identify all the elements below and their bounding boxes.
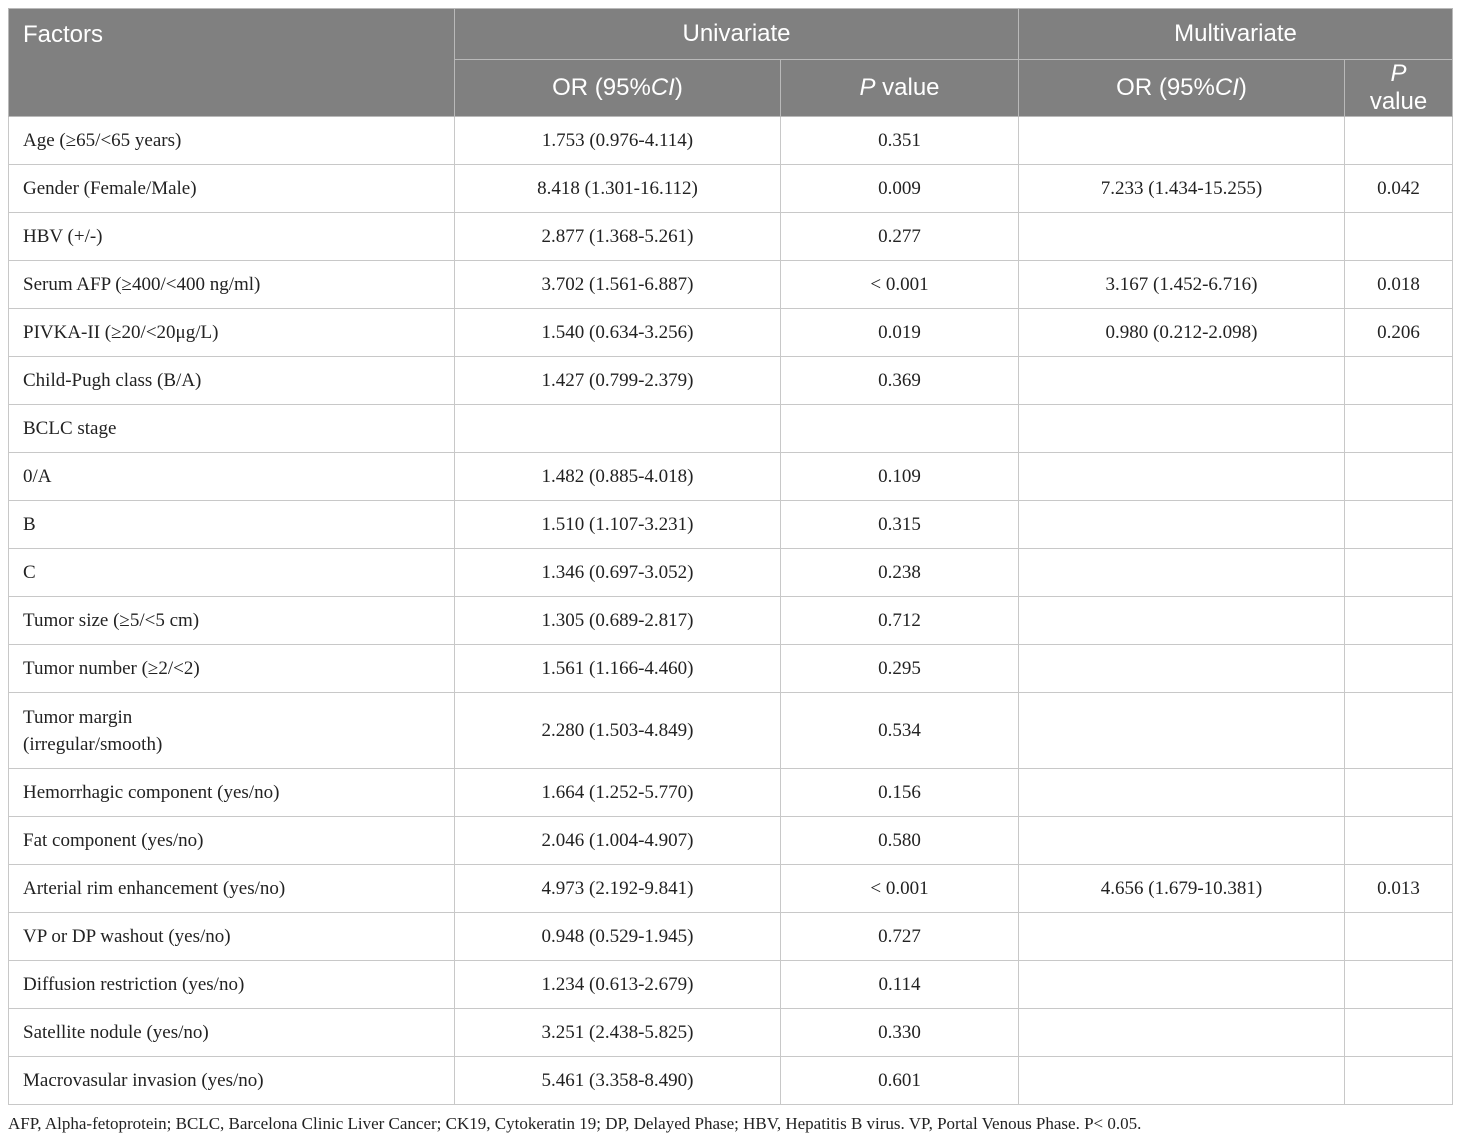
univariate-p-cell: 0.712 — [781, 597, 1019, 645]
univariate-or-cell: 1.540 (0.634-3.256) — [455, 309, 781, 357]
univariate-or-cell — [455, 405, 781, 453]
univariate-p-cell: 0.351 — [781, 117, 1019, 165]
table-row — [9, 453, 1453, 501]
table-row — [9, 645, 1453, 693]
table-row — [9, 961, 1453, 1009]
factor-cell — [9, 645, 455, 693]
univariate-p-cell: 0.369 — [781, 357, 1019, 405]
factor-cell — [9, 405, 455, 453]
multivariate-p-cell — [1345, 213, 1453, 261]
table-row — [9, 357, 1453, 405]
multivariate-or-cell — [1019, 1057, 1345, 1105]
multivariate-p-cell: 0.013 — [1345, 865, 1453, 913]
factor-label: Satellite nodule (yes/no) — [23, 1022, 209, 1043]
header-univariate: Univariate — [455, 9, 1019, 60]
univariate-or-cell: 1.482 (0.885-4.018) — [455, 453, 781, 501]
factor-label: Tumor size (≥5/<5 cm) — [23, 610, 200, 631]
table-header — [9, 9, 1453, 117]
multivariate-p-cell — [1345, 1057, 1453, 1105]
univariate-p-cell: 0.315 — [781, 501, 1019, 549]
table-row — [9, 309, 1453, 357]
factor-label: Tumor number (≥2/<2) — [23, 658, 200, 679]
factor-label: Arterial rim enhancement (yes/no) — [23, 878, 286, 899]
factor-label: PIVKA-II (≥20/<20μg/L) — [23, 322, 219, 343]
factor-label: Diffusion restriction (yes/no) — [23, 974, 245, 995]
univariate-p-cell: 0.580 — [781, 817, 1019, 865]
univariate-or-cell: 2.046 (1.004-4.907) — [455, 817, 781, 865]
factor-cell — [9, 769, 455, 817]
multivariate-p-cell — [1345, 1009, 1453, 1057]
univariate-p-cell: 0.019 — [781, 309, 1019, 357]
factor-cell — [9, 261, 455, 309]
univariate-or-cell: 1.561 (1.166-4.460) — [455, 645, 781, 693]
multivariate-p-cell — [1345, 549, 1453, 597]
multivariate-or-cell — [1019, 769, 1345, 817]
univariate-or-cell: 1.510 (1.107-3.231) — [455, 501, 781, 549]
table-row — [9, 213, 1453, 261]
multivariate-or-cell — [1019, 817, 1345, 865]
univariate-or-cell: 1.664 (1.252-5.770) — [455, 769, 781, 817]
table-row — [9, 597, 1453, 645]
multivariate-or-cell — [1019, 453, 1345, 501]
factor-cell — [9, 597, 455, 645]
factor-cell — [9, 865, 455, 913]
factor-cell — [9, 501, 455, 549]
univariate-p-cell: 0.727 — [781, 913, 1019, 961]
header-multivariate: Multivariate — [1019, 9, 1453, 60]
univariate-or-cell: 2.877 (1.368-5.261) — [455, 213, 781, 261]
multivariate-or-cell — [1019, 501, 1345, 549]
factor-cell — [9, 961, 455, 1009]
multivariate-or-cell: 4.656 (1.679-10.381) — [1019, 865, 1345, 913]
univariate-or-cell: 4.973 (2.192-9.841) — [455, 865, 781, 913]
univariate-p-cell: 0.114 — [781, 961, 1019, 1009]
univariate-or-cell: 3.702 (1.561-6.887) — [455, 261, 781, 309]
univariate-p-cell: 0.009 — [781, 165, 1019, 213]
factor-cell — [9, 1057, 455, 1105]
multivariate-or-cell — [1019, 1009, 1345, 1057]
multivariate-or-cell — [1019, 597, 1345, 645]
multivariate-or-cell — [1019, 117, 1345, 165]
factor-label: VP or DP washout (yes/no) — [23, 926, 231, 947]
factor-cell — [9, 817, 455, 865]
multivariate-p-cell — [1345, 693, 1453, 769]
univariate-or-cell: 1.305 (0.689-2.817) — [455, 597, 781, 645]
factor-label: B — [23, 514, 36, 535]
factor-cell — [9, 213, 455, 261]
multivariate-p-cell: 0.206 — [1345, 309, 1453, 357]
factor-cell — [9, 693, 455, 769]
factor-label: Macrovasular invasion (yes/no) — [23, 1070, 264, 1091]
factor-label: Serum AFP (≥400/<400 ng/ml) — [23, 274, 261, 295]
table-row — [9, 117, 1453, 165]
multivariate-p-cell — [1345, 817, 1453, 865]
univariate-or-cell: 1.753 (0.976-4.114) — [455, 117, 781, 165]
multivariate-or-cell — [1019, 913, 1345, 961]
univariate-p-cell: 0.156 — [781, 769, 1019, 817]
header-multi-or: OR (95%CI) — [1019, 60, 1345, 117]
table-row — [9, 817, 1453, 865]
multivariate-or-cell: 3.167 (1.452-6.716) — [1019, 261, 1345, 309]
multivariate-p-cell — [1345, 769, 1453, 817]
multivariate-or-cell — [1019, 693, 1345, 769]
table-footnote: AFP, Alpha-fetoprotein; BCLC, Barcelona Clinic Liver Cancer; CK19, Cytokeratin 19; DP, Delayed Phase; HBV, Hepatitis B virus. VP, Portal Venous Phase. P< 0.05. — [8, 1114, 1142, 1133]
univariate-or-cell: 1.427 (0.799-2.379) — [455, 357, 781, 405]
univariate-p-cell: 0.601 — [781, 1057, 1019, 1105]
factor-cell — [9, 117, 455, 165]
factor-label: Hemorrhagic component (yes/no) — [23, 782, 280, 803]
univariate-or-cell: 3.251 (2.438-5.825) — [455, 1009, 781, 1057]
table-row — [9, 501, 1453, 549]
multivariate-or-cell: 0.980 (0.212-2.098) — [1019, 309, 1345, 357]
multivariate-p-cell: 0.018 — [1345, 261, 1453, 309]
univariate-p-cell: 0.238 — [781, 549, 1019, 597]
multivariate-p-cell — [1345, 405, 1453, 453]
univariate-p-cell: 0.295 — [781, 645, 1019, 693]
factor-label: Child-Pugh class (B/A) — [23, 370, 202, 391]
header-multi-p: P value — [1345, 60, 1453, 117]
multivariate-or-cell — [1019, 405, 1345, 453]
multivariate-p-cell — [1345, 961, 1453, 1009]
multivariate-or-cell — [1019, 961, 1345, 1009]
factor-label: Fat component (yes/no) — [23, 830, 204, 851]
factor-cell — [9, 913, 455, 961]
multivariate-or-cell — [1019, 357, 1345, 405]
factor-label: HBV (+/-) — [23, 226, 103, 247]
table-row — [9, 549, 1453, 597]
table-row — [9, 693, 1453, 769]
table-row — [9, 261, 1453, 309]
factor-label: Gender (Female/Male) — [23, 178, 197, 199]
multivariate-p-cell — [1345, 597, 1453, 645]
multivariate-or-cell — [1019, 645, 1345, 693]
univariate-or-cell: 1.234 (0.613-2.679) — [455, 961, 781, 1009]
multivariate-p-cell — [1345, 453, 1453, 501]
factor-cell — [9, 357, 455, 405]
table-row — [9, 405, 1453, 453]
univariate-or-cell: 8.418 (1.301-16.112) — [455, 165, 781, 213]
factor-cell — [9, 309, 455, 357]
multivariate-or-cell: 7.233 (1.434-15.255) — [1019, 165, 1345, 213]
univariate-p-cell: 0.277 — [781, 213, 1019, 261]
header-uni-or: OR (95%CI) — [455, 60, 781, 117]
multivariate-p-cell — [1345, 501, 1453, 549]
logistic-regression-table — [8, 8, 1453, 1105]
factor-label: BCLC stage — [23, 418, 117, 439]
header-uni-p: P value — [781, 60, 1019, 117]
factor-cell — [9, 165, 455, 213]
univariate-or-cell: 0.948 (0.529-1.945) — [455, 913, 781, 961]
table-row — [9, 865, 1453, 913]
factor-cell — [9, 1009, 455, 1057]
header-factors: Factors — [9, 9, 455, 117]
multivariate-p-cell — [1345, 645, 1453, 693]
univariate-p-cell: 0.109 — [781, 453, 1019, 501]
table-body — [9, 117, 1453, 1105]
factor-label: Tumor margin (irregular/smooth) — [23, 706, 163, 755]
multivariate-or-cell — [1019, 213, 1345, 261]
factor-cell — [9, 549, 455, 597]
multivariate-p-cell: 0.042 — [1345, 165, 1453, 213]
univariate-p-cell: 0.534 — [781, 693, 1019, 769]
univariate-p-cell: 0.330 — [781, 1009, 1019, 1057]
multivariate-p-cell — [1345, 357, 1453, 405]
multivariate-p-cell — [1345, 913, 1453, 961]
univariate-p-cell: < 0.001 — [781, 865, 1019, 913]
table-row — [9, 165, 1453, 213]
factor-label: Age (≥65/<65 years) — [23, 130, 182, 151]
factor-cell — [9, 453, 455, 501]
table-row — [9, 1057, 1453, 1105]
univariate-or-cell: 1.346 (0.697-3.052) — [455, 549, 781, 597]
factor-label: C — [23, 562, 36, 583]
univariate-or-cell: 2.280 (1.503-4.849) — [455, 693, 781, 769]
table-row — [9, 1009, 1453, 1057]
univariate-p-cell: < 0.001 — [781, 261, 1019, 309]
table-row — [9, 769, 1453, 817]
factor-label: 0/A — [23, 466, 52, 487]
univariate-or-cell: 5.461 (3.358-8.490) — [455, 1057, 781, 1105]
multivariate-or-cell — [1019, 549, 1345, 597]
univariate-p-cell — [781, 405, 1019, 453]
table-row — [9, 913, 1453, 961]
multivariate-p-cell — [1345, 117, 1453, 165]
